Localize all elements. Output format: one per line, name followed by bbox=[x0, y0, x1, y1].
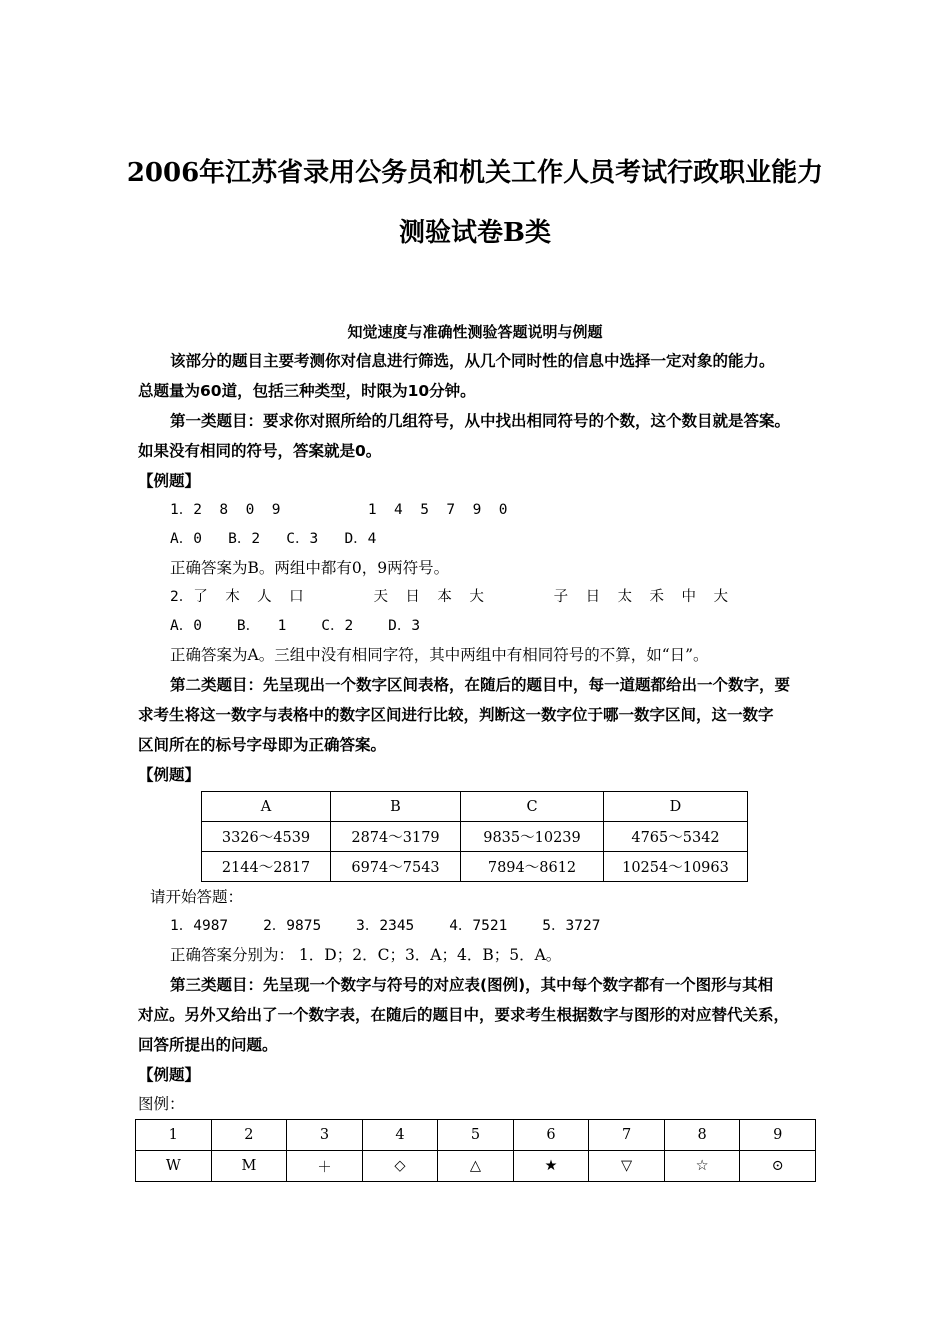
legend-symbol-cell: ＋ bbox=[287, 1151, 363, 1182]
interval-cell: 2874～3179 bbox=[331, 822, 461, 852]
type2-desc-line-3: 区间所在的标号字母即为正确答案。 bbox=[138, 736, 387, 754]
document-title-line-2: 测验试卷B类 bbox=[399, 218, 551, 248]
type1-example-label: 【例题】 bbox=[138, 472, 201, 490]
type1-question-2-options: A．0 B． 1 C．2 D．3 bbox=[170, 618, 421, 634]
legend-number-cell: 2 bbox=[211, 1120, 287, 1151]
type2-start-label: 请开始答题： bbox=[150, 888, 244, 906]
interval-header-d: D bbox=[604, 792, 748, 822]
interval-cell: 7894～8612 bbox=[461, 852, 604, 882]
interval-cell: 9835～10239 bbox=[461, 822, 604, 852]
type2-questions: 1．4987 2．9875 3．2345 4．7521 5．3727 bbox=[170, 918, 601, 934]
legend-symbol-cell: ⊙ bbox=[740, 1151, 816, 1182]
type2-desc-line-1: 第二类题目：先呈现出一个数字区间表格，在随后的题目中，每一道题都给出一个数字，要 bbox=[170, 676, 791, 694]
intro-line-1: 该部分的题目主要考测你对信息进行筛选，从几个同时性的信息中选择一定对象的能力。 bbox=[170, 352, 775, 370]
type1-question-1-options: A．0 B．2 C．3 D．4 bbox=[170, 531, 377, 547]
type2-desc-line-2: 求考生将这一数字与表格中的数字区间进行比较，判断这一数字位于哪一数字区间，这一数字 bbox=[138, 706, 774, 724]
legend-symbol-cell: △ bbox=[438, 1151, 514, 1182]
table-row bbox=[202, 822, 748, 852]
interval-header-c: C bbox=[461, 792, 604, 822]
legend-symbol-cell: M bbox=[211, 1151, 287, 1182]
interval-table-header-row bbox=[202, 792, 748, 822]
legend-symbol-cell: ◇ bbox=[362, 1151, 438, 1182]
interval-cell: 4765～5342 bbox=[604, 822, 748, 852]
legend-number-cell: 7 bbox=[589, 1120, 665, 1151]
legend-number-cell: 1 bbox=[136, 1120, 212, 1151]
legend-symbol-cell: ▽ bbox=[589, 1151, 665, 1182]
type2-example-label: 【例题】 bbox=[138, 766, 201, 784]
legend-number-cell: 9 bbox=[740, 1120, 816, 1151]
legend-number-row bbox=[136, 1120, 816, 1151]
interval-cell: 10254～10963 bbox=[604, 852, 748, 882]
legend-symbol-cell: ★ bbox=[513, 1151, 589, 1182]
interval-cell: 3326～4539 bbox=[202, 822, 331, 852]
legend-symbol-row bbox=[136, 1151, 816, 1182]
legend-number-cell: 8 bbox=[664, 1120, 740, 1151]
type3-legend-label: 图例： bbox=[138, 1095, 185, 1113]
type1-question-1-answer: 正确答案为B。两组中都有0，9两符号。 bbox=[170, 559, 450, 577]
legend-number-cell: 6 bbox=[513, 1120, 589, 1151]
interval-cell: 6974～7543 bbox=[331, 852, 461, 882]
legend-symbol-cell: W bbox=[136, 1151, 212, 1182]
legend-number-cell: 3 bbox=[287, 1120, 363, 1151]
intro-line-2: 总题量为60道，包括三种类型，时限为10分钟。 bbox=[138, 382, 476, 400]
table-row bbox=[202, 852, 748, 882]
legend-number-cell: 5 bbox=[438, 1120, 514, 1151]
legend-number-cell: 4 bbox=[362, 1120, 438, 1151]
type1-desc-line-1: 第一类题目：要求你对照所给的几组符号，从中找出相同符号的个数，这个数目就是答案。 bbox=[170, 412, 791, 430]
type2-answers: 正确答案分别为： 1．D；2．C；3．A；4．B；5．A。 bbox=[170, 946, 562, 964]
type1-question-2: 2．了 木 人 口 天 日 本 大 子 日 太 禾 中 大 bbox=[170, 589, 728, 605]
legend-symbol-cell: ☆ bbox=[664, 1151, 740, 1182]
type3-example-label: 【例题】 bbox=[138, 1066, 201, 1084]
type3-desc-line-1: 第三类题目：先呈现一个数字与符号的对应表(图例)，其中每个数字都有一个图形与其相 bbox=[170, 976, 774, 994]
interval-table bbox=[201, 791, 748, 882]
type3-desc-line-3: 回答所提出的问题。 bbox=[138, 1036, 278, 1054]
section-heading: 知觉速度与准确性测验答题说明与例题 bbox=[347, 323, 603, 341]
symbol-legend-table bbox=[135, 1119, 816, 1182]
type1-question-2-answer: 正确答案为A。三组中没有相同字符，其中两组中有相同符号的不算，如“日”。 bbox=[170, 646, 709, 664]
interval-header-a: A bbox=[202, 792, 331, 822]
interval-header-b: B bbox=[331, 792, 461, 822]
document-title-line-1: 2006年江苏省录用公务员和机关工作人员考试行政职业能力 bbox=[126, 158, 824, 188]
type3-desc-line-2: 对应。另外又给出了一个数字表，在随后的题目中，要求考生根据数字与图形的对应替代关系， bbox=[138, 1006, 790, 1024]
interval-cell: 2144～2817 bbox=[202, 852, 331, 882]
type1-desc-line-2: 如果没有相同的符号，答案就是0。 bbox=[138, 442, 382, 460]
type1-question-1: 1．2 8 0 9 1 4 5 7 9 0 bbox=[170, 502, 508, 518]
